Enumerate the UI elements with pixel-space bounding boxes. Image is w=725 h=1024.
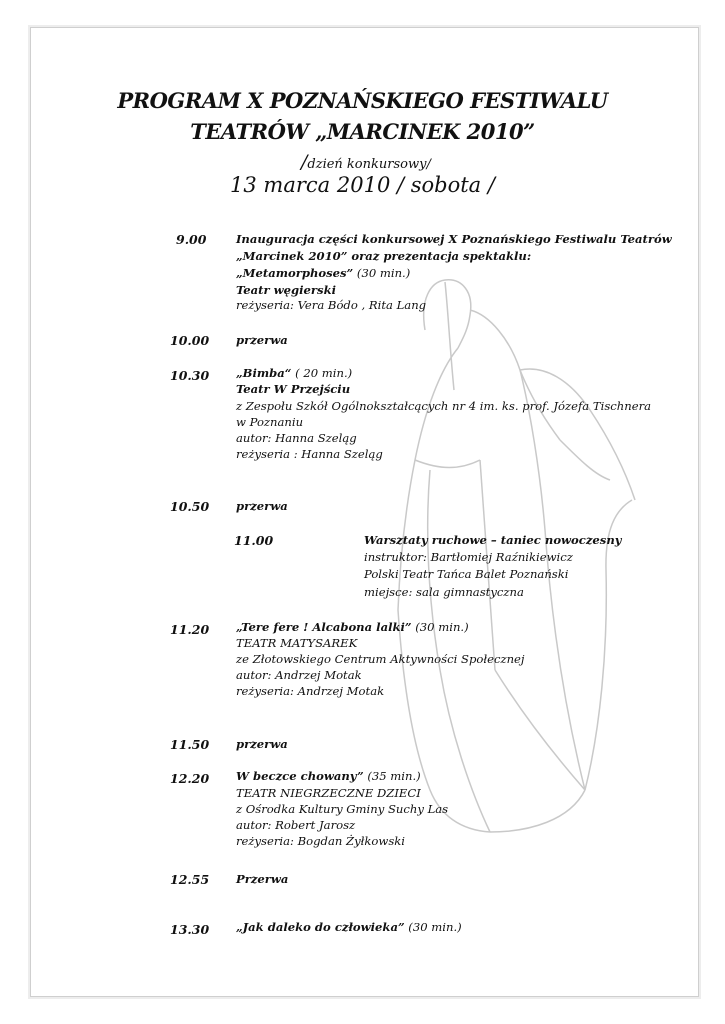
entry-time: 10.00 bbox=[170, 333, 210, 348]
entry-time: 13.30 bbox=[170, 922, 210, 937]
entry-line: reżyseria: Bogdan Żyłkowski bbox=[236, 834, 406, 848]
entry-line: reżyseria: Vera Bódo , Rita Lang bbox=[236, 298, 427, 312]
entry-line: TEATR NIEGRZECZNE DZIECI bbox=[236, 786, 421, 800]
entry-line bbox=[236, 620, 469, 634]
entry-duration: (30 min.) bbox=[411, 620, 469, 634]
entry-time: 12.55 bbox=[170, 872, 210, 887]
subtitle bbox=[301, 151, 431, 173]
entry-time: 11.20 bbox=[170, 622, 210, 637]
entry-title: „Bimba“ bbox=[236, 366, 292, 380]
entry-line: „Marcinek 2010” oraz prezentacja spektaklu: bbox=[236, 249, 532, 263]
entry-title: Warsztaty ruchowe – taniec nowoczesny bbox=[364, 533, 622, 547]
entry-line: Teatr węgierski bbox=[236, 283, 337, 297]
entry-time: 11.50 bbox=[170, 737, 210, 752]
entry-line: Teatr W Przejściu bbox=[236, 382, 351, 396]
entry-time: 11.00 bbox=[234, 533, 274, 548]
entry-line: reżyseria: Andrzej Motak bbox=[236, 684, 385, 698]
entry-title: Przerwa bbox=[236, 872, 289, 886]
subtitle-slash: / bbox=[301, 151, 308, 173]
entry-title: przerwa bbox=[236, 499, 288, 513]
entry-line: TEATR MATYSAREK bbox=[236, 636, 358, 650]
entry-line: instruktor: Bartłomiej Raźnikiewicz bbox=[364, 550, 573, 564]
subtitle-text: dzień konkursowy/ bbox=[307, 157, 431, 172]
entry-line: z Zespołu Szkół Ogólnokształcących nr 4 im. ks. prof. Józefa Tischnera bbox=[236, 399, 652, 413]
entry-title: przerwa bbox=[236, 737, 288, 751]
entry-line: reżyseria : Hanna Szeląg bbox=[236, 447, 383, 461]
entry-duration: (35 min.) bbox=[363, 769, 421, 783]
entry-time: 10.50 bbox=[170, 499, 210, 514]
program-date: 13 marca 2010 / sobota / bbox=[230, 173, 495, 197]
entry-title: W beczce chowany” bbox=[236, 769, 364, 783]
entry-line bbox=[236, 266, 410, 280]
entry-line: autor: Andrzej Motak bbox=[236, 668, 362, 682]
entry-line: miejsce: sala gimnastyczna bbox=[364, 585, 524, 599]
entry-time: 10.30 bbox=[170, 368, 210, 383]
entry-title: przerwa bbox=[236, 333, 288, 347]
entry-time: 12.20 bbox=[170, 771, 210, 786]
entry-line: autor: Robert Jarosz bbox=[236, 818, 356, 832]
page-title-line-2: TEATRÓW „MARCINEK 2010” bbox=[190, 119, 535, 144]
entry-line: Polski Teatr Tańca Balet Poznański bbox=[364, 567, 569, 581]
entry-line bbox=[236, 366, 352, 380]
entry-line bbox=[236, 769, 421, 783]
entry-time: 9.00 bbox=[176, 232, 207, 247]
page-title-line-1: PROGRAM X POZNAŃSKIEGO FESTIWALU bbox=[117, 88, 608, 113]
entry-line: w Poznaniu bbox=[236, 415, 304, 429]
entry-line: Inauguracja części konkursowej X Poznańskiego Festiwalu Teatrów bbox=[236, 232, 672, 246]
entry-duration: ( 20 min.) bbox=[291, 366, 353, 380]
entry-title: „Jak daleko do człowieka” bbox=[236, 920, 405, 934]
entry-line: autor: Hanna Szeląg bbox=[236, 431, 357, 445]
entry-title: „Tere fere ! Alcabona lalki” bbox=[236, 620, 412, 634]
entry-line bbox=[236, 920, 462, 934]
entry-line: z Ośrodka Kultury Gminy Suchy Las bbox=[236, 802, 449, 816]
entry-line: ze Złotowskiego Centrum Aktywności Społecznej bbox=[236, 652, 525, 666]
entry-title: „Metamorphoses” bbox=[236, 266, 354, 280]
entry-duration: (30 min.) bbox=[353, 266, 411, 280]
entry-duration: (30 min.) bbox=[404, 920, 462, 934]
